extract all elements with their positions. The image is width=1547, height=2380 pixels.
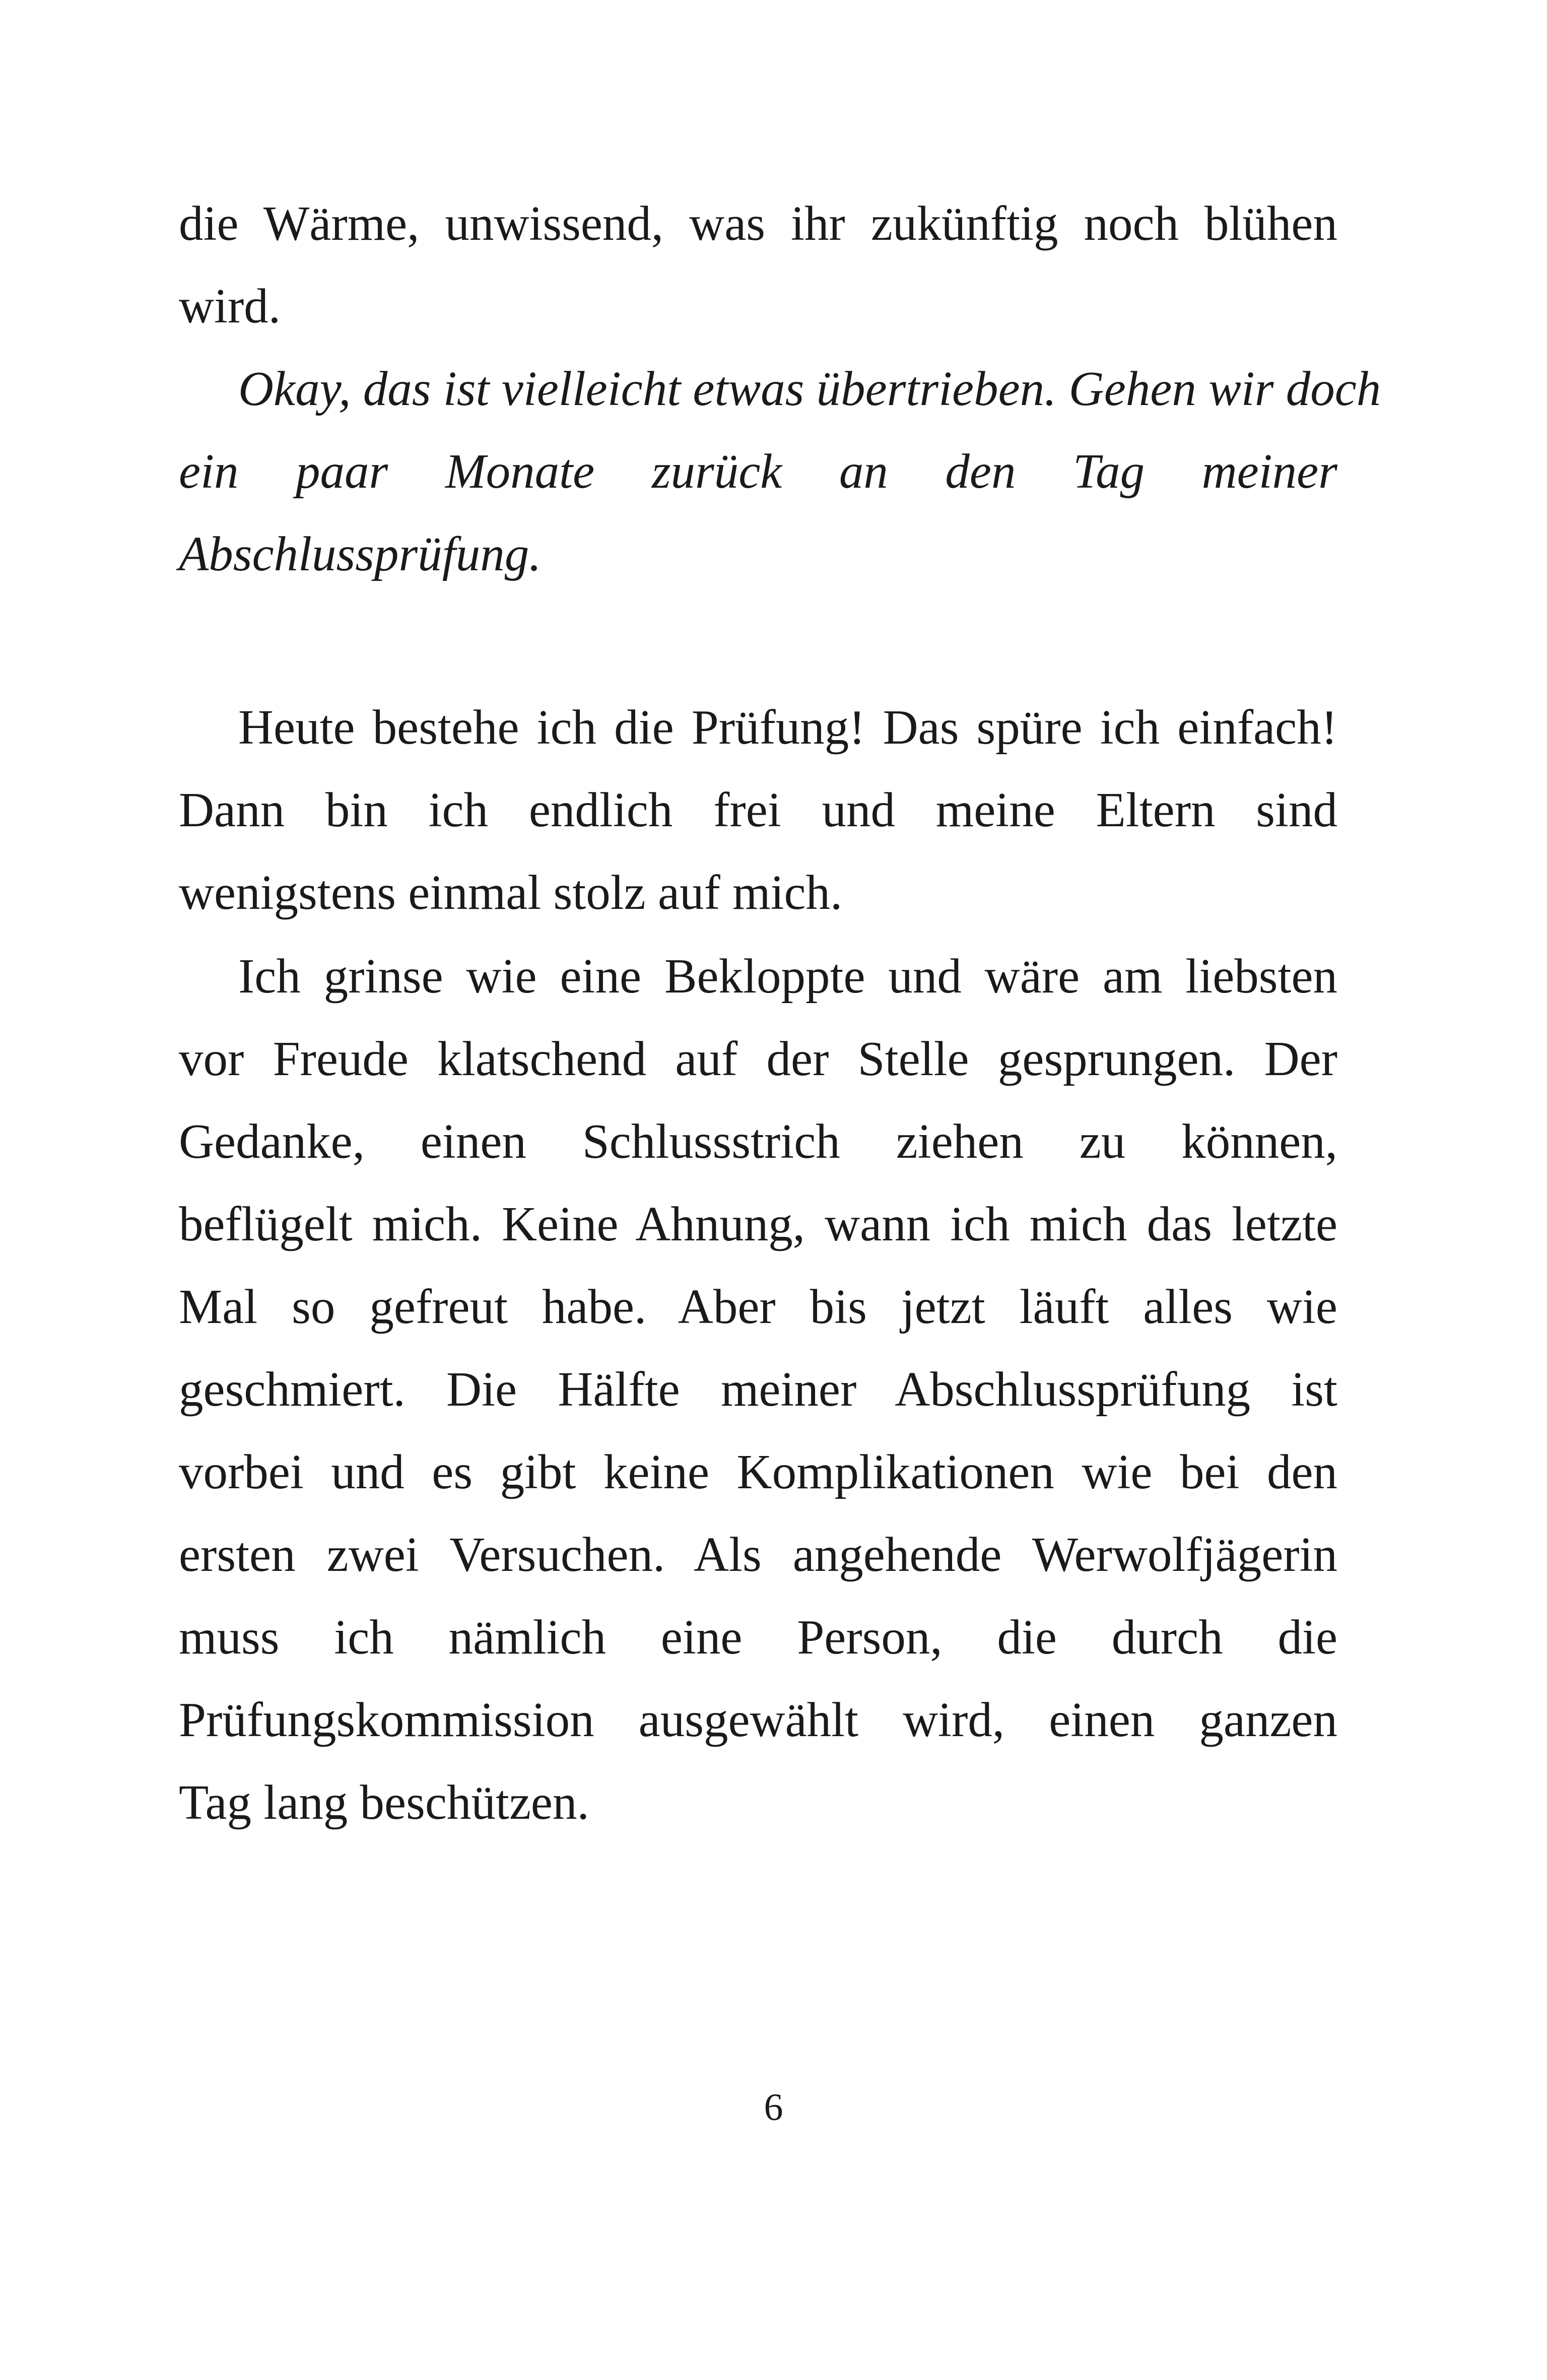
text-line: Tag lang beschützen. [179, 1775, 589, 1829]
text-line: Heute bestehe ich die Prüfung! Das spüre ich einfach! [238, 700, 1337, 754]
page-number: 6 [764, 2086, 783, 2129]
text-line: Gedanke, einen Schlussstrich ziehen zu können, [179, 1114, 1337, 1168]
text-line: wird. [179, 279, 281, 333]
text-line: Ich grinse wie eine Bekloppte und wäre am liebsten [238, 949, 1337, 1003]
text-line: beflügelt mich. Keine Ahnung, wann ich mich das letzte [179, 1197, 1337, 1251]
text-line: wenigstens einmal stolz auf mich. [179, 866, 843, 919]
text-line-italic: ein paar Monate zurück an den Tag meiner [179, 444, 1337, 498]
text-line: die Wärme, unwissend, was ihr zukünftig noch blühen [179, 196, 1337, 250]
text-line: geschmiert. Die Hälfte meiner Abschlussprüfung ist [179, 1362, 1337, 1416]
text-line-italic: Okay, das ist vielleicht etwas übertrieben. Gehen wir doch [238, 362, 1381, 416]
text-line: Mal so gefreut habe. Aber bis jetzt läuft alles wie [179, 1280, 1337, 1334]
text-line: vorbei und es gibt keine Komplikationen wie bei den [179, 1445, 1337, 1499]
text-line-italic: Abschlussprüfung. [179, 527, 542, 581]
text-line: Dann bin ich endlich frei und meine Eltern sind [179, 783, 1337, 837]
text-line: Prüfungskommission ausgewählt wird, einen ganzen [179, 1693, 1337, 1747]
text-line: ersten zwei Versuchen. Als angehende Werwolfjägerin [179, 1528, 1337, 1581]
text-line: muss ich nämlich eine Person, die durch die [179, 1610, 1337, 1664]
text-line: vor Freude klatschend auf der Stelle gesprungen. Der [179, 1032, 1337, 1086]
